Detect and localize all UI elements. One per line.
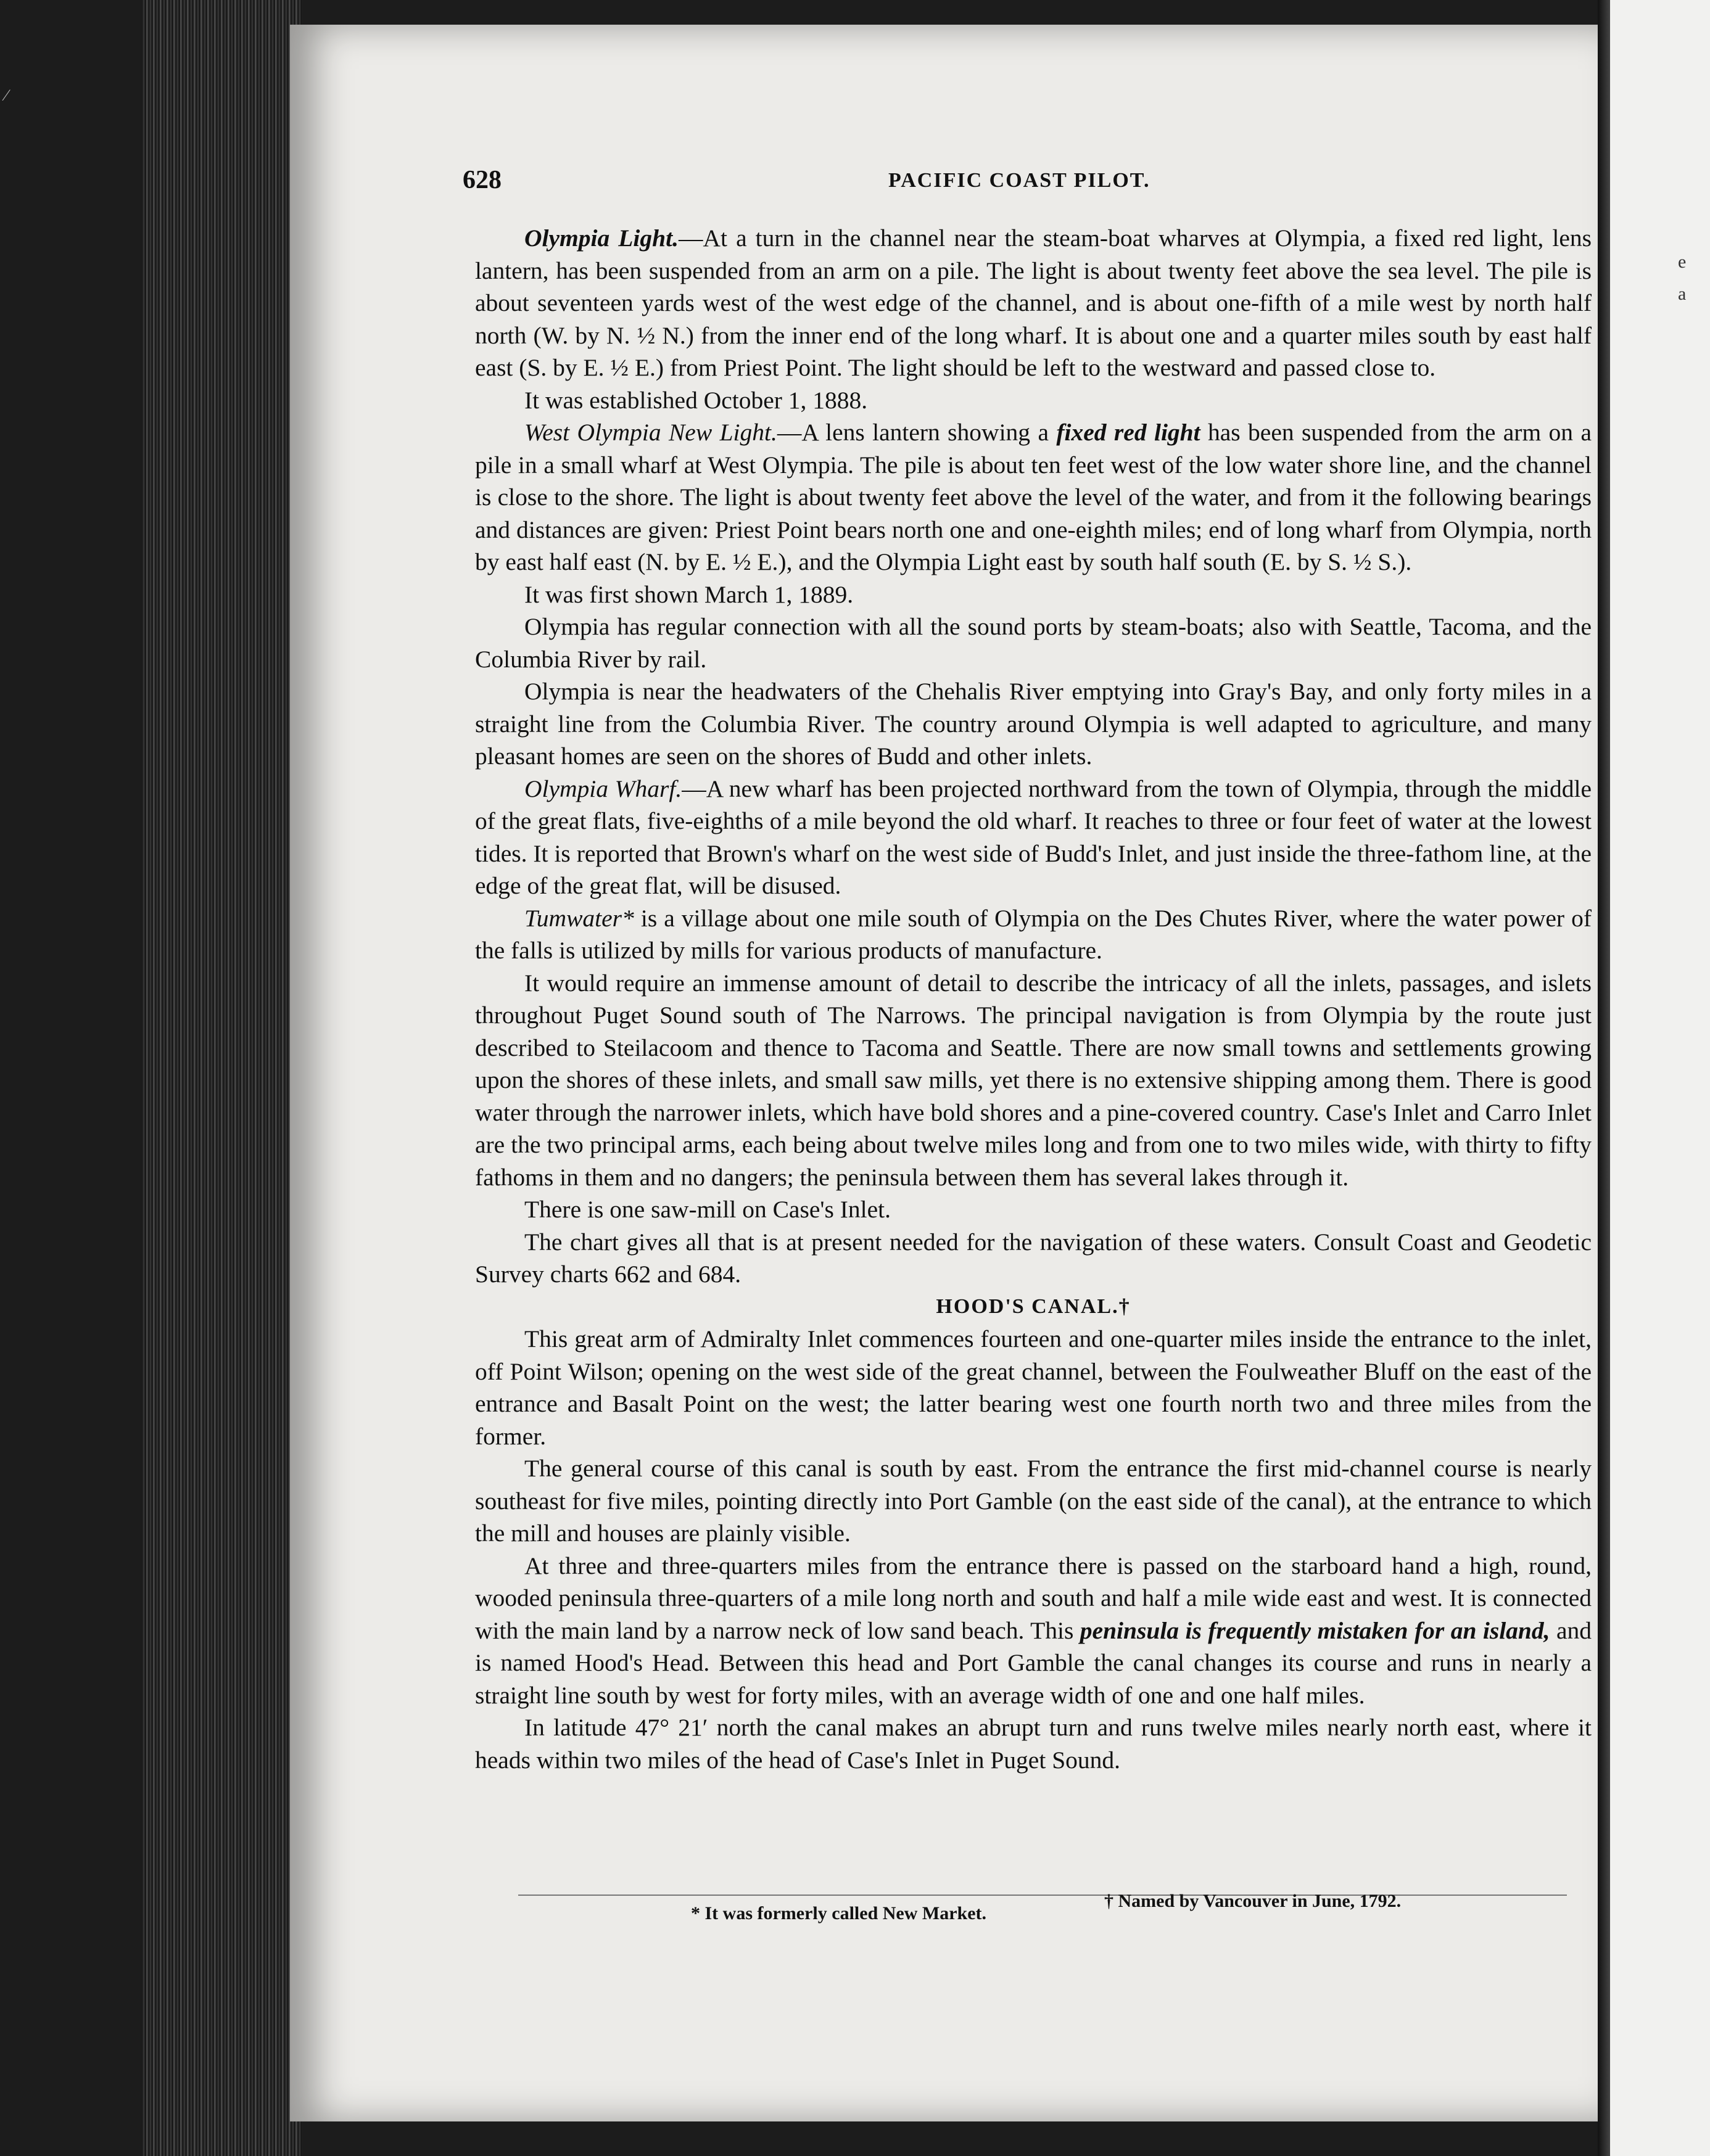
footnote-rule xyxy=(518,1895,1567,1896)
paragraph-hoods-4: In latitude 47° 21′ north the canal makes an abrupt turn and runs twelve miles nearly north east, where it heads within two miles of the head of Case's Inlet in Puget Sound. xyxy=(475,1714,1592,1774)
next-page-fragment: e xyxy=(1678,252,1687,272)
paragraph-intricacy: It would require an immense amount of detail to describe the intricacy of all the inlets, passages, and islets throughout Puget Sound south of The Narrows. The principal navigation is from Olympia by the route just described to Steilacoom and thence to Tacoma and Seattle. There are now small towns and settlements growing upon the shores of these inlets, and small saw mills, yet there is no extensive shipping among them. There is good water through the narrower inlets, which have bold shores and a pine-covered country. Case's Inlet and Carro Inlet are the two principal arms, each being about twelve miles long and from one to two miles wide, with thirty to fifty fathoms in them and no dangers; the peninsula between them has several lakes through it. xyxy=(475,969,1592,1191)
paragraph-text: At three and three-quarters miles from the entrance there is passed on the starboard hand a high, round, wooded peninsula three-quarters of a mile long north and south and half a mile wide east and west. It is connected with the main land by a narrow neck of low sand beach. This xyxy=(475,1552,1592,1644)
next-page-edge xyxy=(1610,0,1710,2156)
emphasis: fixed red light xyxy=(1056,419,1200,446)
paragraph-olympia-light xyxy=(475,222,1592,384)
paragraph-hoods-3 xyxy=(475,1550,1592,1712)
paragraph-hoods-1: This great arm of Admiralty Inlet commences fourteen and one-quarter miles inside the entrance to the inlet, off Point Wilson; opening on the west side of the great channel, between the Foulweather Bluff on the east of the entrance and Basalt Point on the west; the latter bearing west one fourth north two and three miles from the former. xyxy=(475,1325,1592,1450)
paragraph-chart: The chart gives all that is at present needed for the navigation of these waters. Consult Coast and Geodetic Survey charts 662 and 684. xyxy=(475,1228,1592,1288)
footnote: * It was formerly called New Market. xyxy=(691,1903,987,1924)
section-title: HOOD'S CANAL.† xyxy=(936,1294,1131,1318)
book-page-edges xyxy=(142,0,302,2156)
entry-title: Tumwater* xyxy=(524,904,634,932)
emphasis: peninsula is frequently mistaken for an island, xyxy=(1080,1616,1550,1644)
entry-title: Olympia Light. xyxy=(524,224,679,252)
paragraph-text: and is named Hood's Head. Between this head and Port Gamble the canal changes its course and runs in nearly a straight line south by west for forty miles, with an average width of one and one half miles. xyxy=(475,1616,1592,1709)
page-body xyxy=(475,222,1592,1776)
footnote: † Named by Vancouver in June, 1792. xyxy=(1104,1891,1402,1911)
entry-title: Olympia Wharf. xyxy=(524,775,682,802)
paragraph-tumwater xyxy=(475,902,1592,967)
paragraph-headwaters: Olympia is near the headwaters of the Chehalis River emptying into Gray's Bay, and only forty miles in a straight line from the Columbia River. The country around Olympia is well adapted to agriculture, and many pleasant homes are seen on the shores of Budd and other inlets. xyxy=(475,678,1592,770)
paragraph-text: —A lens lantern showing a xyxy=(777,419,1049,446)
page-header xyxy=(463,165,1548,202)
page-number: 628 xyxy=(463,166,502,194)
running-head: PACIFIC COAST PILOT. xyxy=(888,169,1150,192)
paragraph-text: has been suspended from the arm on a pile in a small wharf at West Olympia. The pile is about ten feet west of the low water shore line, and the channel is close to the shore. The light is about twenty feet above the level of the water, and from it the following bearings and distances are given: Priest Point bears north one and one-eighth miles; end of long wharf from Olympia, north by east half east (N. by E. ½ E.), and the Olympia Light east by south half south (E. by S. ½ S.). xyxy=(475,419,1592,575)
paragraph-connection: Olympia has regular connection with all the sound ports by steam-boats; also with Seattle, Tacoma, and the Columbia River by rail. xyxy=(475,613,1592,673)
paragraph-saw-mill: There is one saw-mill on Case's Inlet. xyxy=(524,1196,891,1223)
paragraph-text: —A new wharf has been projected northward from the town of Olympia, through the middle of the great flats, five-eighths of a mile beyond the old wharf. It reaches to three or four feet of water at the lowest tides. It is reported that Brown's wharf on the west side of Budd's Inlet, and just inside the three-fathom line, at the edge of the great flat, will be disused. xyxy=(475,775,1592,899)
paragraph-text: —At a turn in the channel near the steam-boat wharves at Olympia, a fixed red light, lens lantern, has been suspended from an arm on a pile. The light is about twenty feet above the sea level. The pile is about seventeen yards west of the west edge of the channel, and is about one-fifth of a mile west by north half north (W. by N. ½ N.) from the inner end of the long wharf. It is about one and a quarter miles south by east half east (S. by E. ½ E.) from Priest Point. The light should be left to the westward and passed close to. xyxy=(475,224,1592,381)
paragraph-text: is a village about one mile south of Olympia on the Des Chutes River, where the water power of the falls is utilized by mills for various products of manufacture. xyxy=(475,904,1592,964)
entry-title: West Olympia New Light. xyxy=(524,419,777,446)
paragraph-first-shown: It was first shown March 1, 1889. xyxy=(524,580,854,608)
paragraph-olympia-wharf xyxy=(475,773,1592,902)
paragraph-established: It was established October 1, 1888. xyxy=(524,386,868,414)
paragraph-west-olympia xyxy=(475,416,1592,578)
paragraph-hoods-2: The general course of this canal is south by east. From the entrance the first mid-channel course is nearly southeast for five miles, pointing directly into Port Gamble (on the east side of the canal), at the entrance to which the mill and houses are plainly visible. xyxy=(475,1455,1592,1547)
next-page-fragment: a xyxy=(1678,284,1687,304)
margin-mark: ⁄ xyxy=(5,86,8,104)
